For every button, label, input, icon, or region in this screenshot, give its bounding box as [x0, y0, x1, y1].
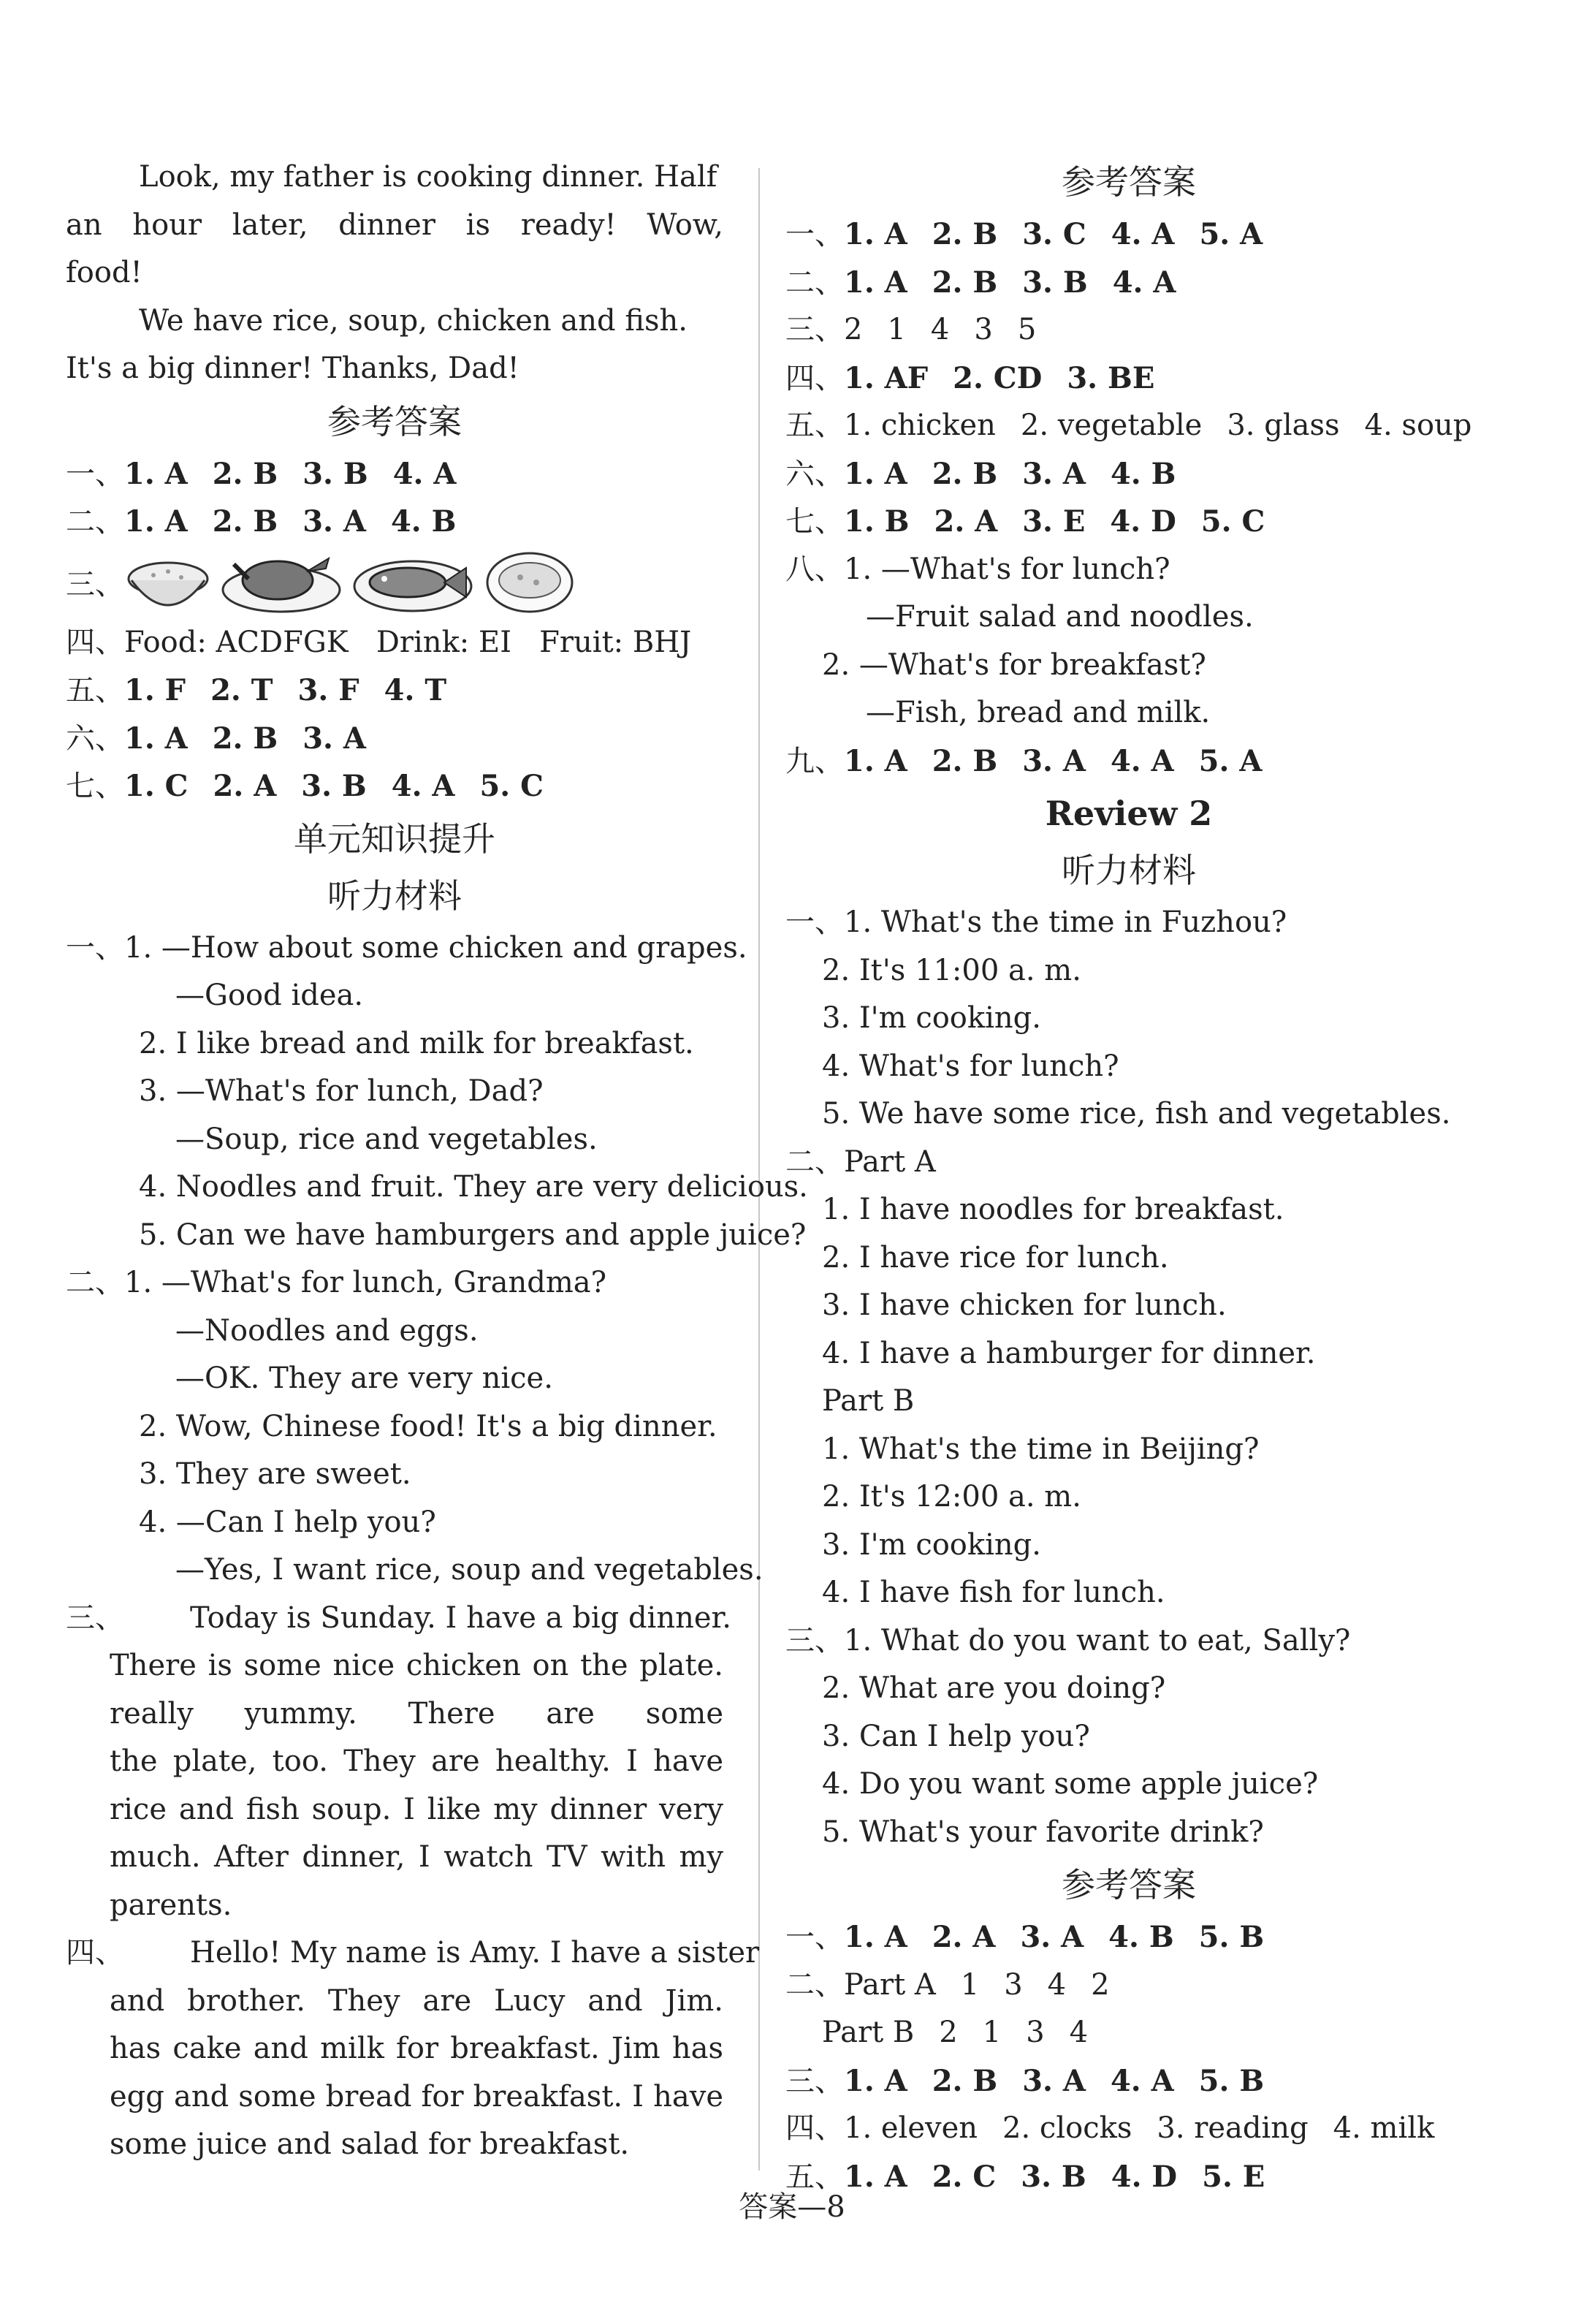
- listening-line: 一、1. What's the time in Fuzhou?: [785, 905, 1287, 939]
- listening-line: 3. —What's for lunch, Dad?: [139, 1074, 544, 1108]
- answer-row: 一、1. A 2. B 3. C 4. A 5. A: [785, 217, 1263, 251]
- listening-line: —Yes, I want rice, soup and vegetables.: [175, 1553, 764, 1587]
- answer-line: 2. —What's for breakfast?: [822, 648, 1206, 682]
- answer-row: 五、1. A 2. C 3. B 4. D 5. E: [785, 2159, 1265, 2194]
- answer-row: 三、2 1 4 3 5: [785, 313, 1037, 346]
- listening-line: has cake and milk for breakfast. Jim has: [110, 2032, 723, 2065]
- listening-line: and brother. They are Lucy and Jim.: [110, 1983, 723, 2018]
- passage-line: food!: [66, 256, 142, 289]
- listening-line: much. After dinner, I watch TV with my: [110, 1840, 723, 1874]
- answer-row: 一、1. A 2. A 3. A 4. B 5. B: [785, 1920, 1265, 1954]
- answer-line: —Fish, bread and milk.: [866, 696, 1211, 729]
- answer-row: 四、1. AF 2. CD 3. BE: [785, 360, 1155, 395]
- answer-row: 二、1. A 2. B 3. B 4. A: [785, 265, 1176, 300]
- listening-line: parents.: [110, 1888, 232, 1922]
- listening-line: 2. It's 12:00 a. m.: [822, 1480, 1081, 1514]
- listening-line: 2. Wow, Chinese food! It's a big dinner.: [139, 1409, 717, 1443]
- answer-row: 七、1. B 2. A 3. E 4. D 5. C: [785, 504, 1265, 539]
- listening-line: 3. They are sweet.: [139, 1457, 411, 1491]
- listening-line: 4. What's for lunch?: [822, 1049, 1119, 1083]
- listening-line: —Soup, rice and vegetables.: [175, 1122, 598, 1156]
- answer-row: 六、1. A 2. B 3. A: [66, 721, 366, 756]
- listening-line: the plate, too. They are healthy. I have: [110, 1744, 723, 1778]
- listening-line: 1. What's the time in Beijing?: [822, 1432, 1260, 1466]
- listening-line: some juice and salad for breakfast.: [110, 2127, 630, 2161]
- answer-row: 三、1. A 2. B 3. A 4. A 5. B: [785, 2063, 1265, 2098]
- section-heading: 参考答案: [1062, 162, 1196, 202]
- listening-line: —Noodles and eggs.: [175, 1313, 479, 1348]
- passage-line: an hour later, dinner is ready! Wow,: [66, 208, 723, 242]
- listening-line: —Good idea.: [175, 979, 364, 1012]
- answer-line: —Fruit salad and noodles.: [866, 600, 1254, 634]
- roast-chicken-icon: [219, 550, 343, 615]
- listening-line: 三、1. What do you want to eat, Sally?: [785, 1623, 1351, 1657]
- listening-line: 三、 Today is Sunday. I have a big dinner.: [66, 1600, 731, 1635]
- listening-line: —OK. They are very nice.: [175, 1362, 553, 1395]
- food-pictures-row: 三、: [66, 546, 723, 619]
- listening-line: 2. I have rice for lunch.: [822, 1240, 1169, 1275]
- listening-line: 二、1. —What's for lunch, Grandma?: [66, 1266, 607, 1299]
- answer-row: 七、1. C 2. A 3. B 4. A 5. C: [66, 769, 544, 803]
- listening-line: Part B: [822, 1384, 915, 1418]
- answer-row: 四、Food: ACDFGK Drink: EI Fruit: BHJ: [66, 625, 692, 659]
- listening-line: 2. It's 11:00 a. m.: [822, 953, 1081, 987]
- listening-line: 5. What's your favorite drink?: [822, 1815, 1264, 1849]
- passage-line: It's a big dinner! Thanks, Dad!: [66, 352, 519, 385]
- listening-line: 4. —Can I help you?: [139, 1505, 436, 1539]
- passage-line: We have rice, soup, chicken and fish.: [139, 303, 688, 338]
- answer-row: 五、1. F 2. T 3. F 4. T: [66, 673, 447, 707]
- listening-line: 3. I'm cooking.: [822, 1527, 1041, 1562]
- section-subheading: 听力材料: [327, 876, 462, 916]
- section-heading: 单元知识提升: [294, 819, 495, 859]
- passage-line: Look, my father is cooking dinner. Half: [139, 160, 717, 194]
- listening-line: 2. I like bread and milk for breakfast.: [139, 1026, 694, 1060]
- listening-line: 一、1. —How about some chicken and grapes.: [66, 930, 747, 965]
- section-subheading: 听力材料: [1062, 851, 1196, 890]
- left-column: [66, 153, 808, 2169]
- section-heading: 参考答案: [327, 401, 462, 441]
- soup-bowl-icon: [482, 550, 577, 615]
- listening-line: 4. I have a hamburger for dinner.: [822, 1336, 1316, 1370]
- listening-line: 3. I'm cooking.: [822, 1001, 1041, 1035]
- answer-line: 八、1. —What's for lunch?: [785, 552, 1170, 586]
- answer-row: 五、1. chicken 2. vegetable 3. glass 4. soup: [785, 409, 1472, 442]
- section-heading: 参考答案: [1062, 1865, 1196, 1905]
- answer-row: 九、1. A 2. B 3. A 4. A 5. A: [785, 743, 1263, 778]
- answer-row: 四、1. eleven 2. clocks 3. reading 4. milk: [785, 2111, 1435, 2145]
- review-title: Review 2: [1045, 794, 1213, 833]
- listening-line: 4. Do you want some apple juice?: [822, 1767, 1319, 1801]
- answer-row: 一、1. A 2. B 3. B 4. A: [66, 456, 457, 491]
- listening-line: really yummy. There are some: [110, 1696, 723, 1731]
- listening-line: 3. I have chicken for lunch.: [822, 1288, 1227, 1322]
- page-number: 答案—8: [739, 2190, 845, 2224]
- listening-line: egg and some bread for breakfast. I have: [110, 2079, 723, 2114]
- listening-line: 1. I have noodles for breakfast.: [822, 1193, 1284, 1226]
- listening-line: 5. Can we have hamburgers and apple juice?: [139, 1218, 807, 1252]
- listening-line: 3. Can I help you?: [822, 1719, 1090, 1753]
- answer-row: 二、Part A 1 3 4 2: [785, 1967, 1110, 2002]
- right-column: [785, 153, 1472, 2200]
- listening-line: 4. I have fish for lunch.: [822, 1576, 1165, 1609]
- answer-row: 六、1. A 2. B 3. A 4. B: [785, 456, 1176, 491]
- listening-line: 二、Part A: [785, 1144, 936, 1179]
- listening-line: rice and fish soup. I like my dinner very: [110, 1792, 723, 1826]
- listening-line: 2. What are you doing?: [822, 1671, 1166, 1705]
- listening-line: 4. Noodles and fruit. They are very delicious.: [139, 1170, 808, 1204]
- rice-bowl-icon: [124, 550, 212, 615]
- fish-plate-icon: [351, 550, 475, 615]
- listening-line: 四、 Hello! My name is Amy. I have a sister: [66, 1936, 760, 1970]
- listening-line: There is some nice chicken on the plate.: [110, 1649, 723, 1682]
- answer-row: Part B 2 1 3 4: [822, 2016, 1089, 2049]
- listening-line: 5. We have some rice, fish and vegetables.: [822, 1097, 1451, 1131]
- answer-row: 二、1. A 2. B 3. A 4. B: [66, 504, 457, 539]
